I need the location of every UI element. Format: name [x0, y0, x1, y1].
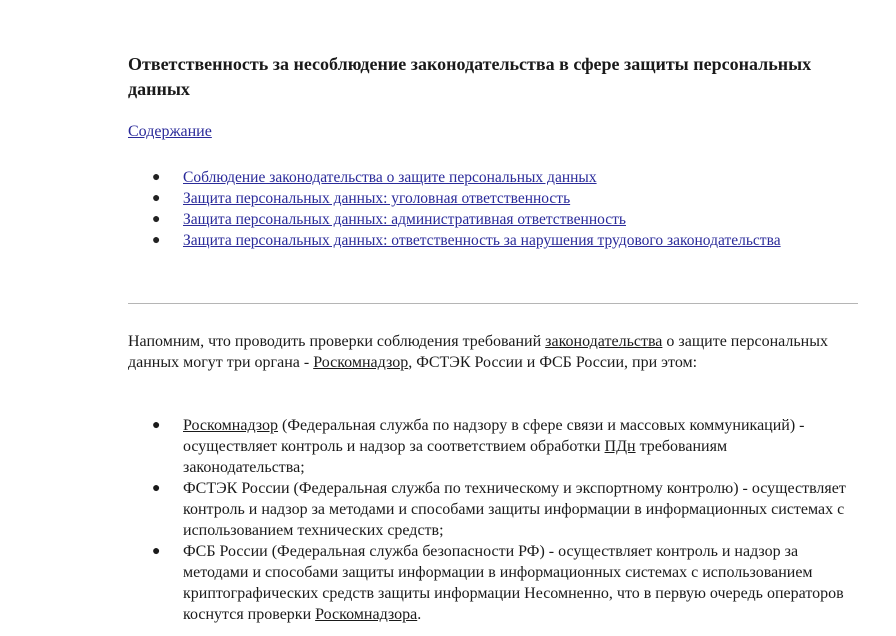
toc-item — [152, 230, 792, 251]
toc-list — [152, 167, 792, 251]
regulator-rkn-link[interactable]: Роскомнадзор — [183, 417, 279, 434]
regulator-text: ФСТЭК России (Федеральная служба по техническому и экспортному контролю) - осуществляет контроль и надзор за методами и способами защиты информации в информационных системах с использованием технических средств; — [183, 480, 846, 539]
toc-item-link-criminal[interactable]: Защита персональных данных: уголовная ответственность — [183, 190, 571, 207]
regulator-item-fstek — [152, 478, 852, 541]
intro-rkn-link[interactable]: Роскомнадзор — [313, 354, 409, 371]
regulator-text: ФСБ России (Федеральная служба безопасности РФ) - осуществляет контроль и надзор за методами и способами защиты информации в информационных системах с использованием криптографических средств защиты информации Несомненно, что в первую очередь операторов коснутся проверки — [183, 543, 844, 623]
section-divider — [128, 303, 858, 304]
toc-item — [152, 209, 792, 230]
toc-heading-link[interactable]: Содержание — [128, 123, 212, 140]
bullet-icon: ● — [152, 418, 161, 433]
toc-item — [152, 167, 792, 188]
regulator-text: . — [417, 606, 422, 623]
regulator-rkn-inline-link[interactable]: Роскомнадзора — [315, 606, 418, 623]
bullet-icon: ● — [152, 212, 161, 227]
bullet-icon: ● — [152, 481, 161, 496]
regulator-abbr: ПДн — [604, 438, 636, 455]
toc-item-link-administrative[interactable]: Защита персональных данных: административная ответственность — [183, 211, 626, 228]
toc-item-link-labor[interactable]: Защита персональных данных: ответственность за нарушения трудового законодательства — [183, 232, 781, 249]
regulators-list — [152, 415, 852, 625]
regulator-text: требованиям законодательства; — [183, 438, 728, 476]
intro-text: Напомним, что проводить проверки соблюдения требований — [128, 333, 546, 350]
toc-item-link-compliance[interactable]: Соблюдение законодательства о защите персональных данных — [183, 169, 597, 186]
page-title: Ответственность за несоблюдение законодательства в сфере защиты персональных данных — [128, 54, 812, 99]
intro-keyword-underlined: законодательства — [545, 333, 663, 350]
bullet-icon: ● — [152, 544, 161, 559]
bullet-icon: ● — [152, 233, 161, 248]
bullet-icon: ● — [152, 191, 161, 206]
intro-text: о защите персональных данных могут три органа - — [128, 333, 828, 371]
regulator-text: (Федеральная служба по надзору в сфере связи и массовых коммуникаций) - осуществляет контроль и надзор за соответствием обработки — [183, 417, 805, 455]
bullet-icon: ● — [152, 170, 161, 185]
regulator-item-rkn — [152, 415, 852, 478]
intro-text: , ФСТЭК России и ФСБ России, при этом: — [408, 354, 698, 371]
intro-paragraph — [128, 331, 848, 373]
toc-item — [152, 188, 792, 209]
regulator-item-fsb — [152, 541, 852, 625]
